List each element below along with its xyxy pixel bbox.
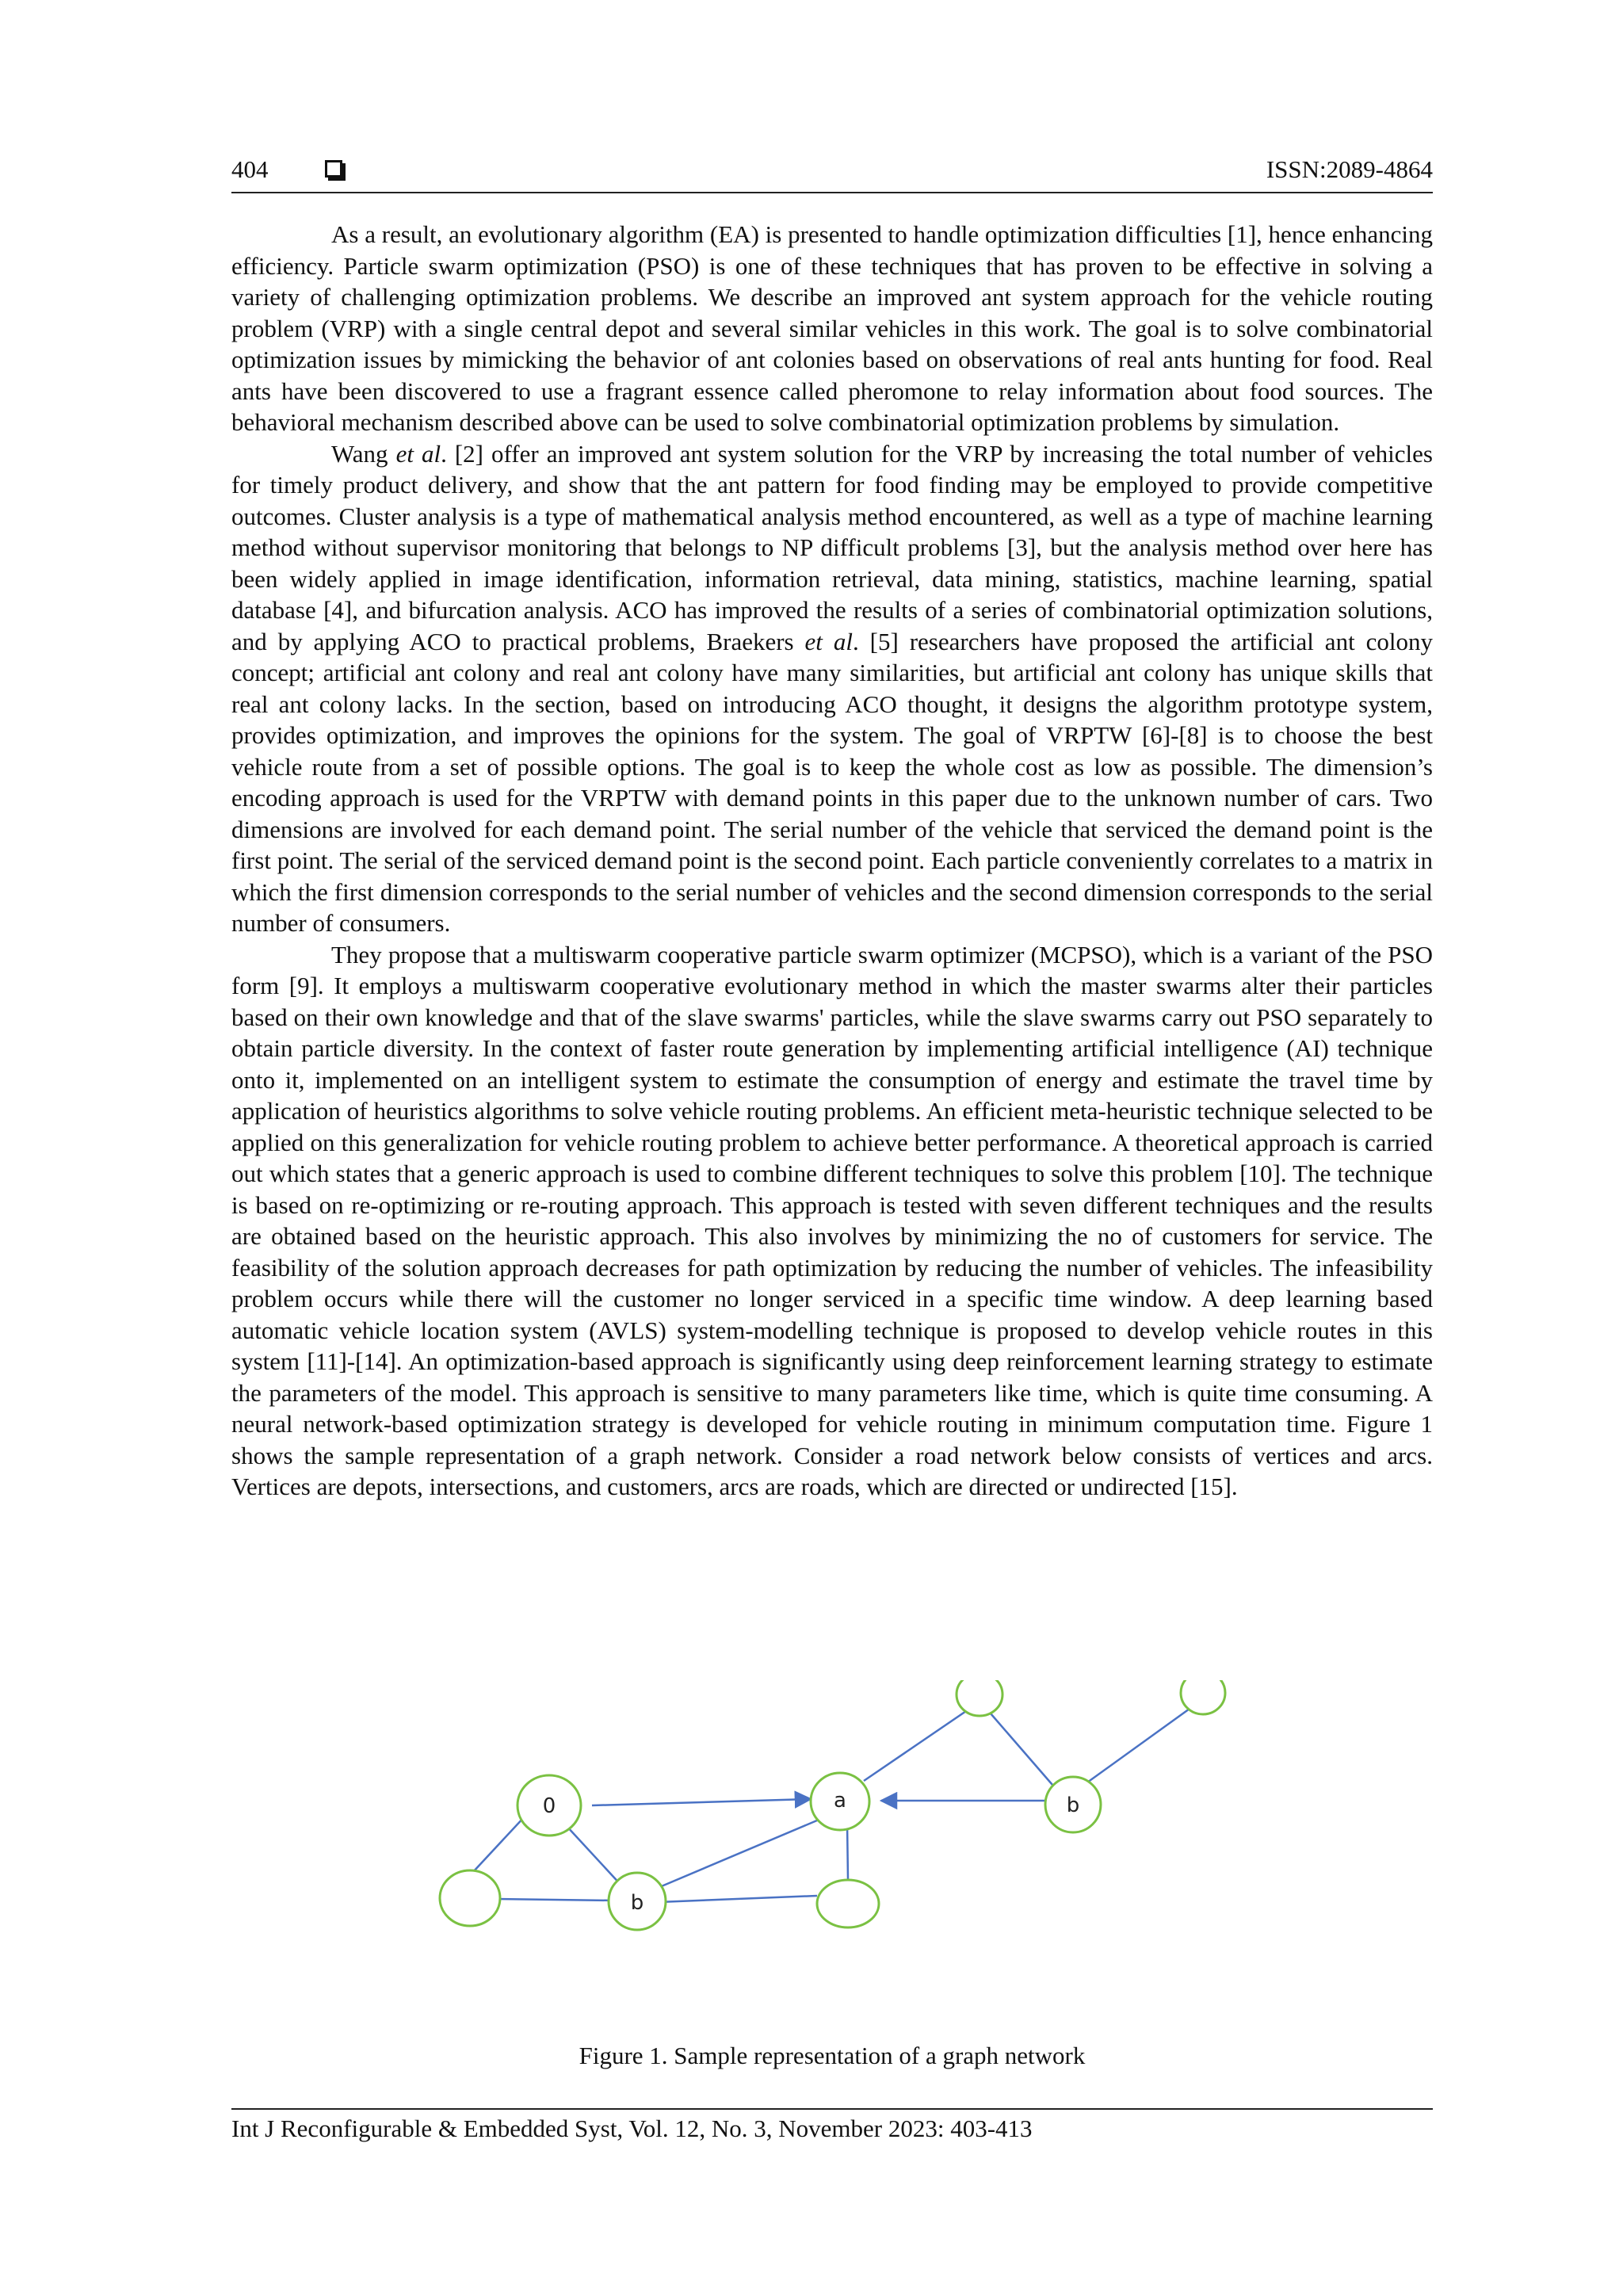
page-number: 404 <box>231 155 269 183</box>
paragraph-3: They propose that a multiswarm cooperative particle swarm optimizer (MCPSO), which is a variant of the PSO form [9]. It employs a multiswarm cooperative evolutionary method in which the master swarms alter their particles based on their own knowledge and that of the slave swarms' particles, while the slave swarms carry out PSO separately to obtain particle diversity. In the context of faster route generation by implementing artificial intelligence (AI) technique onto it, implemented on an intelligent system to estimate the consumption of energy and estimate the travel time by application of heuristics algorithms to solve vehicle routing problems. An efficient meta-heuristic technique selected to be applied on this generalization for vehicle routing problem to achieve better performance. A theoretical approach is carried out which states that a generic approach is used to combine different techniques to solve this problem [10]. The technique is based on re-optimizing or re-routing approach. This approach is tested with seven different techniques and the results are obtained based on the heuristic approach. This also involves by minimizing the no of customers for service. The feasibility of the solution approach decreases for path optimization by reducing the number of vehicles. The infeasibility problem occurs while there will the customer no longer serviced in a specific time window. A deep learning based automatic vehicle location system (AVLS) system-modelling technique is proposed to develop vehicle routes in this system [11]-[14]. An optimization-based approach is significantly using deep reinforcement learning strategy to estimate the parameters of the model. This approach is sensitive to many parameters like time, which is quite time consuming. A neural network-based optimization strategy is developed for vehicle routing in minimum computation time. Figure 1 shows the sample representation of a graph network. Consider a road network below consists of vertices and arcs. Vertices are depots, intersections, and customers, arcs are roads, which are directed or undirected [15]. <box>231 940 1433 1500</box>
body-text <box>231 219 1433 1503</box>
node-left <box>440 1870 500 1926</box>
graph-network-diagram <box>396 1680 1284 2013</box>
paragraph-1: As a result, an evolutionary algorithm (EA) is presented to handle optimization difficulties [1], hence enhancing efficiency. Particle swarm optimization (PSO) is one of these techniques that has proven to be effective in solving a variety of challenging optimization problems. We describe an improved ant system approach for the vehicle routing problem (VRP) with a single central depot and several similar vehicles in this work. The goal is to solve combinatorial optimization issues by mimicking the behavior of ant colonies based on observations of real ants hunting for food. Real ants have been discovered to use a fragrant essence called pheromone to relay information about food sources. The behavioral mechanism described above can be used to solve combinatorial optimization problems by simulation. <box>231 220 1433 436</box>
figure-1 <box>396 1680 1284 2013</box>
paragraph-2-text: . [2] offer an improved ant system solution for the VRP by increasing the total number of vehicles for timely product delivery, and show that the ant pattern for food finding may be employed to provide competitive outcomes. Cluster analysis is a type of mathematical analysis method encountered, as well as a type of machine learning method without supervisor monitoring that belongs to NP difficult problems [3], but the analysis method over here has been widely applied in image identification, information retrieval, data mining, statistics, machine learning, spatial database [4], and bifurcation analysis. ACO has improved the results of a series of combinatorial optimization solutions, and by applying ACO to practical problems, Braekers <box>231 439 1433 655</box>
graph-nodes <box>440 1680 1225 1930</box>
node-top <box>957 1680 1002 1716</box>
header-rule <box>231 192 1433 193</box>
edge-a-bottom-right <box>847 1822 848 1879</box>
edge-top-b <box>991 1713 1052 1785</box>
paragraph-2-text: Wang <box>331 439 396 468</box>
node-label: 0 <box>542 1794 556 1818</box>
figure-caption: Figure 1. Sample representation of a graph network <box>579 2042 1086 2069</box>
paragraph-2-text: . [5] researchers have proposed the artificial ant colony concept; artificial ant colony and real ant colony have many similarities, but artificial ant colony has unique skills that real ant colony lacks. In the section, based on introducing ACO thought, it designs the algorithm prototype system, provides optimization, and improves the opinions for the system. The goal of VRPTW [6]-[8] is to choose the best vehicle route from a set of possible options. The goal is to keep the whole cost as low as possible. The dimension’s encoding approach is used for the VRPTW with demand points in this paper due to the unknown number of cars. Two dimensions are involved for each demand point. The serial number of the vehicle that serviced the demand point is the first point. The serial of the serviced demand point is the second point. Each particle conveniently correlates to a matrix in which the first dimension corresponds to the serial number of vehicles and the second dimension corresponds to the serial number of consumers. <box>231 627 1433 937</box>
running-header <box>231 155 1433 193</box>
footer-rule <box>231 2108 1433 2110</box>
node-far-right <box>1181 1680 1225 1714</box>
et-al-italic: et al <box>395 439 441 468</box>
edge-bottom-b-right <box>659 1896 817 1902</box>
node-label: a <box>834 1789 846 1813</box>
footer-citation: Int J Reconfigurable & Embedded Syst, Vol. 12, No. 3, November 2023: 403-413 <box>231 2115 1033 2142</box>
checkbox-square-icon <box>325 160 342 178</box>
node-label: b <box>1066 1794 1080 1817</box>
edge-a-top <box>864 1710 968 1781</box>
paragraph-2 <box>231 438 1433 939</box>
edge-b-far <box>1087 1705 1195 1782</box>
edge-0-a <box>592 1799 811 1805</box>
edge-0-left <box>472 1816 525 1873</box>
et-al-italic: et al <box>804 627 853 655</box>
node-label: b <box>630 1891 644 1915</box>
edge-bottom-b-a <box>658 1818 823 1888</box>
node-bottom-right <box>817 1880 879 1927</box>
issn: ISSN:2089-4864 <box>1266 155 1433 183</box>
edge-left-bottom-b <box>496 1899 616 1901</box>
